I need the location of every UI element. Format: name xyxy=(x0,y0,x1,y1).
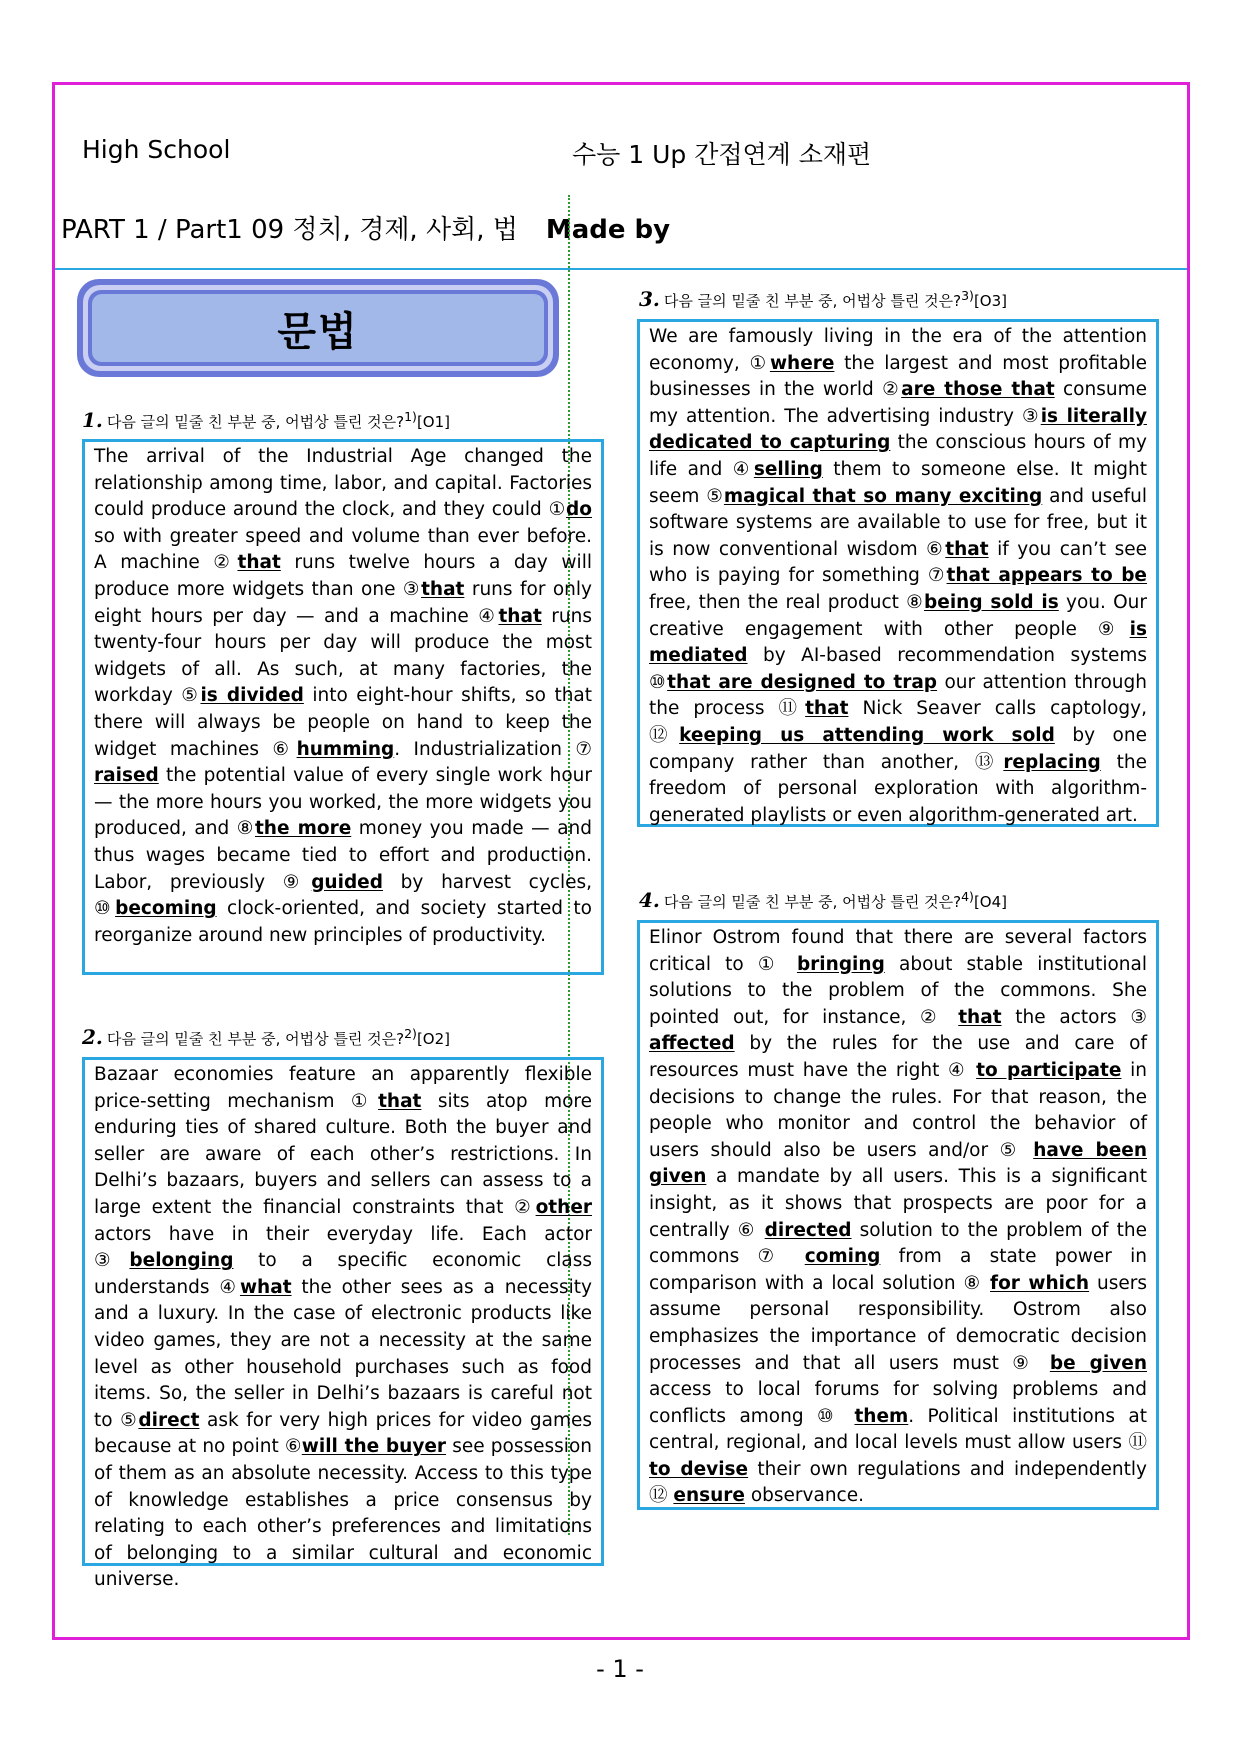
passage-text: their own regulations and independently ⑫ xyxy=(649,1458,1148,1507)
passage-text: in decisions to change the rules. For that reason, the people who monitor and control the behavior of users should also be users and/or ⑤ xyxy=(649,1059,1147,1161)
underlined-choice: that xyxy=(958,1006,1002,1028)
underlined-choice: for which xyxy=(990,1272,1090,1294)
underlined-choice: directed xyxy=(764,1219,852,1241)
passage-text: about stable institutional solutions to the problem of the commons. She pointed out, for instance, ② xyxy=(649,953,1147,1028)
question-number: 3. xyxy=(639,287,660,311)
passage-text: the largest and most profitable businesses in the world ② xyxy=(649,352,1147,401)
underlined-choice: the more xyxy=(254,818,352,840)
passage-text: by AI-based recommendation systems ⑩ xyxy=(649,645,1147,693)
passage-text: see possession of them as an absolute necessity. Access to this type of knowledge establishes a price consensus by relating to each other’s preferences and limitations of belonging to a similar cultural and economic universe. xyxy=(94,1436,592,1591)
question-prompt: 다음 글의 밑줄 친 부분 중, 어법상 틀린 것은? xyxy=(663,893,962,911)
passage-text: actors have in their everyday life. Each actor ③ xyxy=(94,1223,592,1272)
question-code: [O3] xyxy=(973,292,1008,310)
question-3-passage xyxy=(637,319,1159,827)
passage-text: you. Our creative engagement with other people ⑨ xyxy=(649,591,1147,640)
underlined-choice: that are designed to trap xyxy=(667,671,938,693)
underlined-choice: that xyxy=(421,578,465,600)
question-4-heading xyxy=(639,888,1007,912)
underlined-choice: do xyxy=(566,499,592,521)
underlined-choice: keeping us attending work sold xyxy=(679,724,1055,746)
question-1-passage xyxy=(82,439,604,975)
underlined-choice: that xyxy=(805,698,849,720)
passage-text: free, then the real product ⑧ xyxy=(649,591,925,613)
question-code: [O4] xyxy=(973,893,1008,911)
question-prompt: 다음 글의 밑줄 친 부분 중, 어법상 틀린 것은? xyxy=(106,1030,405,1048)
underlined-choice: selling xyxy=(753,458,823,480)
question-number: 1. xyxy=(82,408,103,432)
question-2-heading xyxy=(82,1025,450,1049)
passage-text: money you made — and thus wages became tied to effort and production. Labor, previously ⑨ xyxy=(94,818,593,893)
underlined-choice: magical that so many exciting xyxy=(723,485,1043,507)
underlined-choice: that xyxy=(378,1090,422,1112)
passage-text: by one company rather than another, ⑬ xyxy=(649,724,1147,773)
underlined-choice: that xyxy=(237,552,281,574)
passage-text: the conscious hours of my life and ④ xyxy=(649,432,1147,480)
underlined-choice: be given xyxy=(1049,1352,1147,1374)
passage-text: We are famously living in the era of the attention economy, ① xyxy=(649,326,1147,374)
question-code: [O2] xyxy=(416,1030,451,1048)
underlined-choice: that xyxy=(498,605,542,627)
made-by-label: Made by xyxy=(545,215,671,245)
part-line xyxy=(61,209,670,246)
footnote-ref: 3) xyxy=(961,288,974,303)
passage-text: users assume personal responsibility. Ostrom also emphasizes the importance of democratic decision processes and that all users must ⑨ xyxy=(649,1272,1148,1374)
question-3-heading xyxy=(639,287,1007,311)
question-number: 2. xyxy=(82,1025,103,1049)
passage-text: clock-oriented, and society started to reorganize around new principles of productivity. xyxy=(94,898,592,946)
part-title: PART 1 / Part1 09 정치, 경제, 사회, 법 xyxy=(61,215,518,245)
underlined-choice: humming xyxy=(296,738,395,760)
passage-text: Elinor Ostrom found that there are several factors critical to ① xyxy=(649,927,1147,975)
passage-text: . Political institutions at central, regional, and local levels must allow users ⑪ xyxy=(649,1405,1147,1454)
passage-text: our attention through the process ⑪ xyxy=(649,671,1147,720)
passage-text: runs twelve hours a day will produce more widgets than one ③ xyxy=(94,552,592,600)
footnote-ref: 2) xyxy=(404,1026,417,1041)
underlined-choice: direct xyxy=(138,1409,200,1431)
passage-text: by the rules for the use and care of resources must have the right ④ xyxy=(649,1033,1147,1081)
underlined-choice: that appears to be xyxy=(946,565,1147,587)
passage-text: if you can’t see who is paying for something ⑦ xyxy=(649,538,1147,587)
passage-text: the other sees as a necessity and a luxury. In the case of electronic products like video games, they are not a necessity at the same level as other household purchases such as food items. So, the seller in Delhi’s bazaars is careful not to ⑤ xyxy=(94,1276,593,1431)
passage-text: sits atop more enduring ties of shared culture. Both the buyer and seller are aware of each other’s restrictions. In Delhi’s bazaars, buyers and sellers can assess to a large extent the financial constraints that ② xyxy=(94,1090,592,1218)
underlined-choice: replacing xyxy=(1003,751,1101,773)
underlined-choice: will the buyer xyxy=(301,1436,447,1458)
underlined-choice: that xyxy=(945,538,989,560)
underlined-choice: other xyxy=(535,1196,592,1218)
footnote-ref: 1) xyxy=(404,409,417,424)
book-title: 수능 1 Up 간접연계 소재편 xyxy=(572,140,872,169)
passage-text: The arrival of the Industrial Age changed the relationship among time, labor, and capital. Factories could produce around the clock, and they could ① xyxy=(94,446,592,521)
underlined-choice: is divided xyxy=(200,685,304,707)
underlined-choice: where xyxy=(769,352,835,374)
passage-text: into eight-hour shifts, so that there will always be people on hand to keep the widget machines ⑥ xyxy=(94,685,593,760)
passage-text: solution to the problem of the commons ⑦ xyxy=(649,1219,1147,1268)
question-2-passage xyxy=(82,1057,604,1591)
underlined-choice: coming xyxy=(804,1246,881,1268)
question-4-passage xyxy=(637,920,1159,1510)
passage-text: consume my attention. The advertising industry ③ xyxy=(649,379,1147,427)
underlined-choice: being sold is xyxy=(924,591,1059,613)
passage-text: so with greater speed and volume than ever before. A machine ② xyxy=(94,525,592,574)
question-prompt: 다음 글의 밑줄 친 부분 중, 어법상 틀린 것은? xyxy=(663,292,962,310)
question-prompt: 다음 글의 밑줄 친 부분 중, 어법상 틀린 것은? xyxy=(106,413,405,431)
underlined-choice: bringing xyxy=(796,953,885,975)
underlined-choice: becoming xyxy=(115,898,217,920)
underlined-choice: them xyxy=(854,1405,909,1427)
passage-text: runs for only eight hours per day — and a machine ④ xyxy=(94,578,592,627)
footnote-ref: 4) xyxy=(961,889,974,904)
passage-text: and useful software systems are available to use for free, but it is now conventional wisdom ⑥ xyxy=(649,485,1147,560)
passage-text: by harvest cycles, ⑩ xyxy=(94,871,592,920)
question-1-heading xyxy=(82,408,450,432)
passage-text: . Industrialization ⑦ xyxy=(394,738,592,760)
underlined-choice: to participate xyxy=(976,1059,1122,1081)
underlined-choice: is mediated xyxy=(649,618,1147,667)
passage-text: from a state power in comparison with a local solution ⑧ xyxy=(649,1246,1148,1294)
passage-text: the potential value of every single work hour — the more hours you worked, the more widgets you produced, and ⑧ xyxy=(94,765,592,840)
underlined-choice: belonging xyxy=(129,1250,234,1272)
passage-text: them to someone else. It might seem ⑤ xyxy=(649,458,1147,507)
page-number: - 1 - xyxy=(596,1655,644,1683)
passage-text: ask for very high prices for video games because at no point ⑥ xyxy=(94,1409,592,1458)
passage-text: runs twenty-four hours per day will produce the most widgets of all. As such, at many factories, the workday ⑤ xyxy=(94,605,593,707)
section-title: 문법 xyxy=(92,294,544,362)
underlined-choice: guided xyxy=(311,871,383,893)
passage-text: Bazaar economies feature an apparently flexible price-setting mechanism ① xyxy=(94,1064,592,1112)
underlined-choice: are those that xyxy=(901,379,1055,401)
passage-text: the actors ③ xyxy=(1001,1006,1147,1028)
underlined-choice: to devise xyxy=(649,1458,749,1480)
underlined-choice: is literally dedicated to capturing xyxy=(649,405,1148,454)
header-divider xyxy=(55,268,1187,270)
section-title-badge xyxy=(77,279,559,377)
underlined-choice: raised xyxy=(94,765,159,787)
underlined-choice: affected xyxy=(649,1033,735,1055)
passage-text: observance. xyxy=(744,1485,864,1507)
passage-text: a mandate by all users. This is a significant insight, as it shows that prospects are poor for a centrally ⑥ xyxy=(649,1166,1147,1241)
question-number: 4. xyxy=(639,888,660,912)
passage-text: to a specific economic class understands ④ xyxy=(94,1250,592,1298)
passage-text: access to local forums for solving problems and conflicts among ⑩ xyxy=(649,1379,1147,1427)
passage-text: the freedom of personal exploration with algorithm-generated playlists or even algorithm-generated art. xyxy=(649,751,1147,826)
underlined-choice: ensure xyxy=(673,1485,745,1507)
question-code: [O1] xyxy=(416,413,451,431)
school-label: High School xyxy=(82,135,231,164)
underlined-choice: what xyxy=(239,1276,292,1298)
passage-text: Nick Seaver calls captology, ⑫ xyxy=(649,698,1147,746)
underlined-choice: have been given xyxy=(649,1139,1147,1188)
